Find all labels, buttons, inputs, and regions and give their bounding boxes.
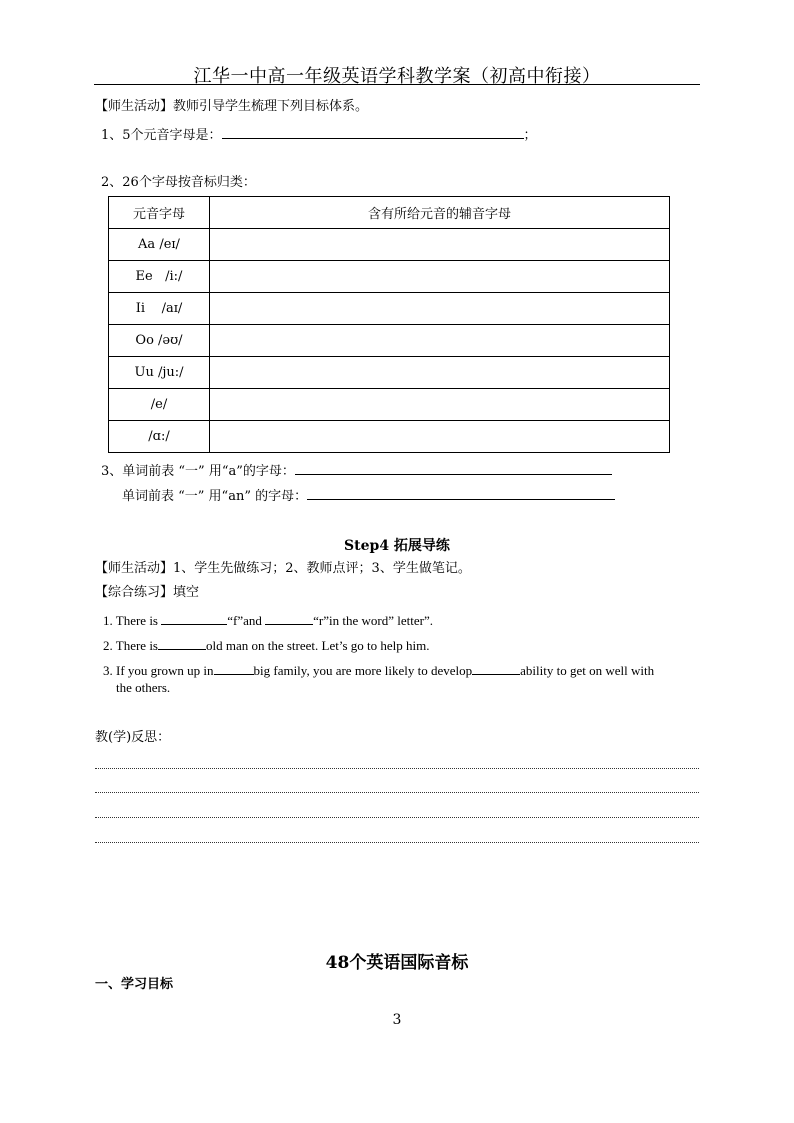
vowel-cell: /e/ <box>109 389 210 421</box>
answer-cell[interactable] <box>210 293 670 325</box>
answer-cell[interactable] <box>210 261 670 293</box>
exercise-1-blank-1[interactable] <box>161 611 227 625</box>
vowel-cell: Oo /əʊ/ <box>109 325 210 357</box>
exercise-1 <box>103 611 433 629</box>
table-row <box>109 261 670 293</box>
vowel-cell: Aa /eɪ/ <box>109 229 210 261</box>
section-title: 48个英语国际音标 <box>325 953 469 973</box>
reflection-line[interactable] <box>95 842 699 843</box>
exercise-3-text-a: 3. If you grown up in <box>103 663 214 678</box>
question-3-line-2 <box>122 486 615 505</box>
answer-blank-a-letters[interactable] <box>295 461 612 475</box>
exercise-1-text-c: “r”in the word” letter”. <box>313 613 433 628</box>
exercise-1-blank-2[interactable] <box>265 611 313 625</box>
answer-cell[interactable] <box>210 229 670 261</box>
question-1-suffix: ； <box>523 128 537 143</box>
table-row <box>109 293 670 325</box>
table-header-cell: 含有所给元音的辅音字母 <box>210 197 670 229</box>
reflection-line[interactable] <box>95 768 699 769</box>
step4-title: Step4 拓展导练 <box>344 538 450 554</box>
reflection-line[interactable] <box>95 792 699 793</box>
answer-cell[interactable] <box>210 325 670 357</box>
table-header-row <box>109 197 670 229</box>
reflection-line[interactable] <box>95 817 699 818</box>
activity-instruction-2: 【师生活动】1、学生先做练习；2、教师点评；3、学生做笔记。 <box>95 561 471 576</box>
subsection-title: 一、学习目标 <box>95 977 174 992</box>
vowel-classification-table <box>108 196 670 453</box>
question-2-label: 2、26个字母按音标归类： <box>101 175 256 190</box>
page-number: 3 <box>392 1012 402 1028</box>
exercise-2-text-b: old man on the street. Let’s go to help him. <box>206 638 430 653</box>
table-row <box>109 389 670 421</box>
table-row <box>109 325 670 357</box>
header-divider <box>94 84 700 85</box>
answer-blank-an-letters[interactable] <box>307 486 615 500</box>
table-row <box>109 229 670 261</box>
exercise-1-text-b: “f”and <box>227 613 266 628</box>
vowel-cell: Ii /aɪ/ <box>109 293 210 325</box>
exercise-3-text-c: ability to get on well with <box>520 663 655 678</box>
exercise-3-blank-2[interactable] <box>472 661 520 675</box>
answer-blank-vowels[interactable] <box>222 125 524 139</box>
exercise-2-blank[interactable] <box>158 636 206 650</box>
activity-instruction-1: 【师生活动】教师引导学生梳理下列目标体系。 <box>95 99 369 114</box>
exercise-3-blank-1[interactable] <box>214 661 254 675</box>
answer-cell[interactable] <box>210 389 670 421</box>
reflection-label: 教(学)反思： <box>95 730 171 745</box>
exercise-3 <box>103 661 654 679</box>
question-3-an-label: 单词前表 “一” 用“an” 的字母： <box>122 489 308 504</box>
vowel-cell: Ee /i:/ <box>109 261 210 293</box>
question-3-line-1 <box>101 461 612 480</box>
question-1 <box>101 125 537 144</box>
exercise-1-text-a: 1. There is <box>103 613 162 628</box>
exercise-2-text-a: 2. There is <box>103 638 158 653</box>
exercise-2 <box>103 636 430 654</box>
question-1-label: 1、5个元音字母是： <box>101 128 222 143</box>
exercise-heading: 【综合练习】填空 <box>95 585 200 600</box>
answer-cell[interactable] <box>210 357 670 389</box>
exercise-3-continuation: the others. <box>116 680 171 695</box>
table-row <box>109 357 670 389</box>
vowel-cell: Uu /ju:/ <box>109 357 210 389</box>
vowel-cell: /ɑ:/ <box>109 421 210 453</box>
question-3-a-label: 3、单词前表 “一” 用“a”的字母： <box>101 464 295 479</box>
exercise-3-text-b: big family, you are more likely to develop <box>253 663 473 678</box>
answer-cell[interactable] <box>210 421 670 453</box>
table-row <box>109 421 670 453</box>
page-header-title: 江华一中高一年级英语学科教学案（初高中衔接） <box>193 66 601 87</box>
table-header-cell: 元音字母 <box>109 197 210 229</box>
